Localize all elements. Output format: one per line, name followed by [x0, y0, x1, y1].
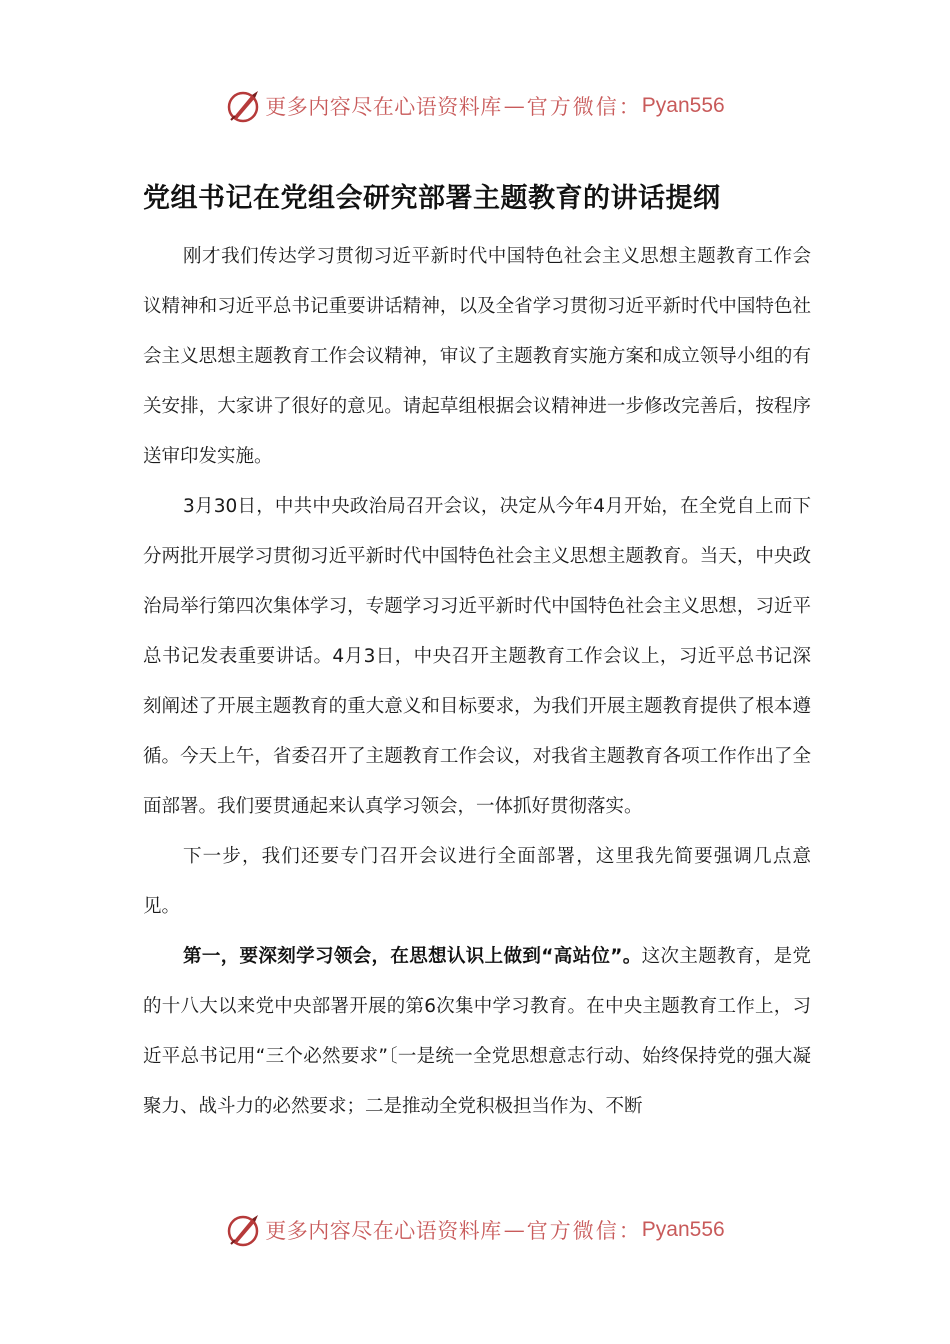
banner-wechat-label: 官方微信：: [526, 95, 642, 119]
header-banner: [0, 84, 950, 128]
paragraph-3: [143, 832, 811, 932]
quill-pen-logo-icon: [225, 1212, 261, 1248]
banner-text: 更多内容尽在心语资料库: [265, 1219, 502, 1243]
paragraph-4: [143, 932, 811, 1132]
paragraph-lead: 第一，要深刻学习领会，在思想认识上做到“高站位”。: [183, 946, 642, 967]
quill-pen-logo-icon: [225, 88, 261, 124]
paragraph-2: [143, 482, 811, 832]
banner-wechat-label: 官方微信：: [526, 1219, 642, 1243]
paragraph-text: 刚才我们传达学习贯彻习近平新时代中国特色社会主义思想主题教育工作会议精神和习近平总书记重要讲话精神，以及全省学习贯彻习近平新时代中国特色社会主义思想主题教育工作会议精神，审议了主题教育实施方案和成立领导小组的有关安排，大家讲了很好的意见。请起草组根据会议精神进一步修改完善后，按程序送审印发实施。: [143, 246, 811, 467]
document-title: 党组书记在党组会研究部署主题教育的讲话提纲: [143, 183, 721, 214]
banner-wechat-id: Pyan556: [641, 94, 725, 117]
banner-dash: —: [503, 94, 525, 118]
banner-dash: —: [503, 1218, 525, 1242]
document-body: [143, 232, 811, 1132]
paragraph-text: 这次主题教育，是党的十八大以来党中央部署开展的第6次集中学习教育。在中央主题教育工作上，习近平总书记用“三个必然要求”〔一是统一全党思想意志行动、始终保持党的强大凝聚力、战斗力的必然要求；二是推动全党积极担当作为、不断: [143, 946, 811, 1117]
banner-text: 更多内容尽在心语资料库: [265, 95, 502, 119]
paragraph-text: 3月30日，中共中央政治局召开会议，决定从今年4月开始，在全党自上而下分两批开展学习贯彻习近平新时代中国特色社会主义思想主题教育。当天，中央政治局举行第四次集体学习，专题学习习近平新时代中国特色社会主义思想，习近平总书记发表重要讲话。4月3日，中央召开主题教育工作会议上，习近平总书记深刻阐述了开展主题教育的重大意义和目标要求，为我们开展主题教育提供了根本遵循。今天上午，省委召开了主题教育工作会议，对我省主题教育各项工作作出了全面部署。我们要贯通起来认真学习领会，一体抓好贯彻落实。: [143, 496, 811, 817]
banner-wechat-id: Pyan556: [641, 1218, 725, 1241]
footer-banner: [0, 1208, 950, 1252]
paragraph-1: [143, 232, 811, 482]
paragraph-text: 下一步，我们还要专门召开会议进行全面部署，这里我先简要强调几点意见。: [143, 846, 811, 917]
